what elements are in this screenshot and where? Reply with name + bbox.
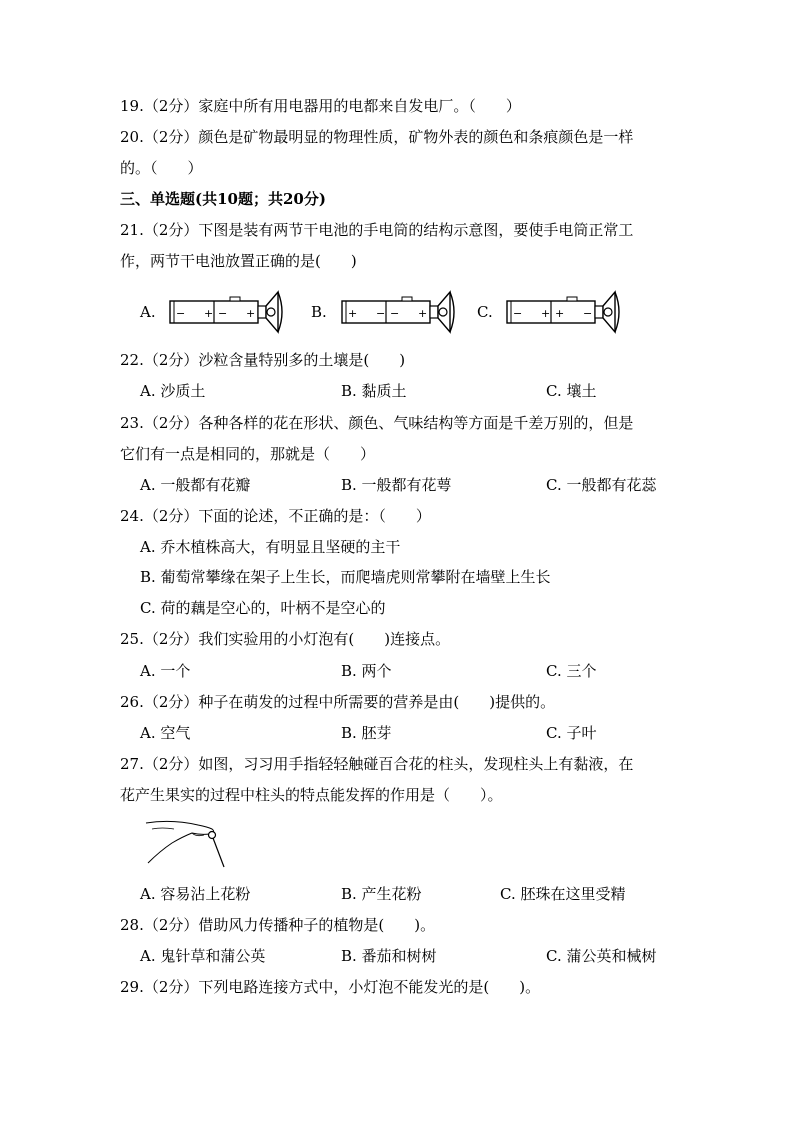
q23-option-c: C. 一般都有花蕊 [546,476,657,494]
q21-option-b-label: B. [311,303,327,321]
question-22: 22.（2分）沙粒含量特别多的土壤是( ) [120,351,406,369]
flashlight-c-sign-3: + [555,307,565,320]
flashlight-b-sign-3: − [390,307,400,320]
q24-option-b: B. 葡萄常攀缘在架子上生长，而爬墙虎则常攀附在墙壁上生长 [140,568,551,586]
question-28: 28.（2分）借助风力传播种子的植物是( )。 [120,916,436,934]
finger-touching-stigma-figure [142,815,232,875]
question-25: 25.（2分）我们实验用的小灯泡有( )连接点。 [120,630,451,648]
flashlight-c-figure [505,289,625,337]
question-26: 26.（2分）种子在萌发的过程中所需要的营养是由( )提供的。 [120,693,556,711]
flashlight-b-figure [340,289,460,337]
question-21-line-2: 作，两节干电池放置正确的是( ) [120,252,357,270]
question-23-line-2: 它们有一点是相同的，那就是（ ） [120,445,376,463]
q21-option-a-label: A. [140,303,156,321]
flashlight-c-sign-2: + [541,307,551,320]
flashlight-b-sign-2: − [376,307,386,320]
q26-option-a: A. 空气 [140,724,191,742]
q21-option-c-label: C. [477,303,493,321]
q24-option-a: A. 乔木植株高大，有明显且坚硬的主干 [140,538,401,556]
flashlight-c-sign-1: − [513,307,523,320]
q22-option-b: B. 黏质土 [341,382,407,400]
q27-option-b: B. 产生花粉 [341,885,422,903]
question-21-line-1: 21.（2分）下图是装有两节干电池的手电筒的结构示意图，要使手电筒正常工 [120,221,634,239]
q23-option-a: A. 一般都有花瓣 [140,476,251,494]
section-title: 三、单选题(共10题；共20分) [120,190,326,208]
q25-option-c: C. 三个 [546,662,597,680]
flashlight-b-sign-4: + [418,307,428,320]
question-19: 19.（2分）家庭中所有用电器用的电都来自发电厂。（ ） [120,97,521,115]
flashlight-b-sign-1: + [348,307,358,320]
q26-option-c: C. 子叶 [546,724,597,742]
question-24: 24.（2分）下面的论述，不正确的是：（ ） [120,507,431,525]
question-27-line-2: 花产生果实的过程中柱头的特点能发挥的作用是（ ）。 [120,786,503,804]
question-29: 29.（2分）下列电路连接方式中，小灯泡不能发光的是( )。 [120,978,541,996]
flashlight-a-figure [168,289,288,337]
question-23-line-1: 23.（2分）各种各样的花在形状、颜色、气味结构等方面是千差万别的，但是 [120,414,634,432]
question-27-line-1: 27.（2分）如图，习习用手指轻轻触碰百合花的柱头，发现柱头上有黏液，在 [120,755,634,773]
q28-option-a: A. 鬼针草和蒲公英 [140,947,266,965]
q23-option-b: B. 一般都有花萼 [341,476,452,494]
q27-option-c: C. 胚珠在这里受精 [500,885,626,903]
q28-option-b: B. 番茄和树树 [341,947,437,965]
flashlight-a-sign-2: + [204,307,214,320]
flashlight-a-sign-4: + [246,307,256,320]
q25-option-b: B. 两个 [341,662,392,680]
question-20-line-1: 20.（2分）颜色是矿物最明显的物理性质，矿物外表的颜色和条痕颜色是一样 [120,128,634,146]
q25-option-a: A. 一个 [140,662,191,680]
q26-option-b: B. 胚芽 [341,724,392,742]
flashlight-a-sign-1: − [176,307,186,320]
q27-option-a: A. 容易沾上花粉 [140,885,251,903]
flashlight-a-sign-3: − [218,307,228,320]
flashlight-c-sign-4: − [583,307,593,320]
question-20-line-2: 的。（ ） [120,159,203,177]
q22-option-a: A. 沙质土 [140,382,206,400]
q22-option-c: C. 壤土 [546,382,597,400]
q28-option-c: C. 蒲公英和械树 [546,947,657,965]
q24-option-c: C. 荷的藕是空心的，叶柄不是空心的 [140,599,386,617]
